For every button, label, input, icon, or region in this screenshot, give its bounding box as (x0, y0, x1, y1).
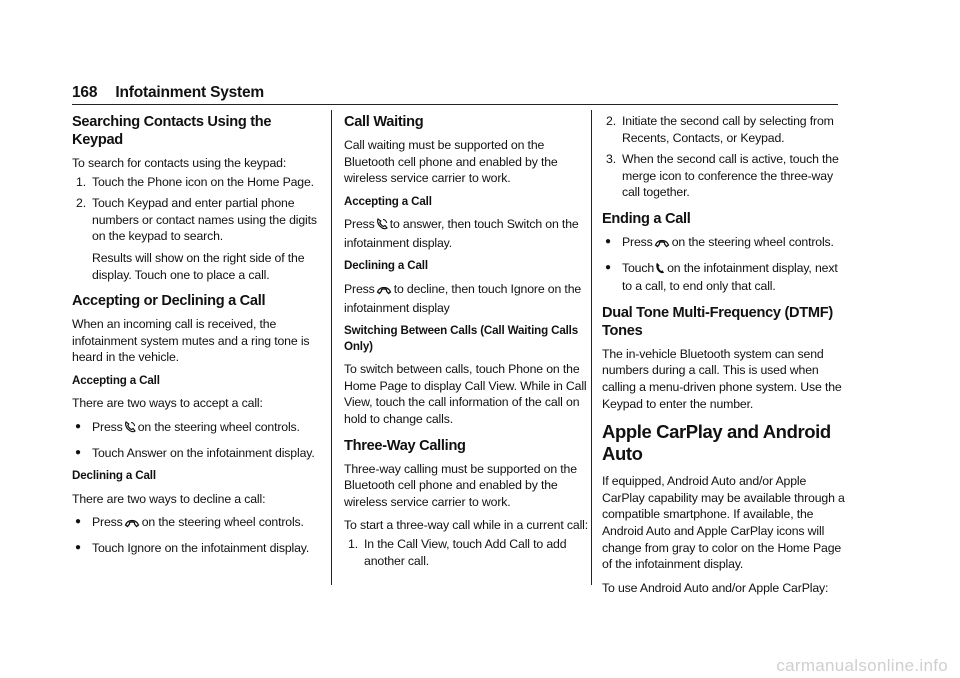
paragraph: There are two ways to accept a call: (72, 396, 263, 411)
list-item: ● Touch on the infotainment display, next to a call, to end only that call. (605, 260, 838, 294)
list-item: 1. Touch the Phone icon on the Home Page. (76, 174, 314, 189)
list-item: ● Press on the steering wheel controls. (72, 514, 320, 533)
subheading-declining: Declining a Call (344, 259, 428, 273)
numbered-list (602, 113, 850, 201)
list-item-text: In the Call View, touch Add Call to add another call. (364, 536, 567, 568)
list-item: 1. In the Call View, touch Add Call to add another call. (348, 536, 567, 568)
paragraph: There are two ways to decline a call: (72, 491, 266, 506)
paragraph: When an incoming call is received, the infotainment system mutes and a ring tone is heard in the vehicle. (72, 317, 310, 365)
paragraph: Three-way calling must be supported on the Bluetooth cell phone and enabled by the wireless service carrier to work. (344, 461, 577, 509)
list-item: ● Touch Ignore on the infotainment display. (75, 540, 310, 555)
subheading-accepting: Accepting a Call (72, 373, 160, 387)
heading-dtmf: Dual Tone Multi-Frequency (DTMF) Tones (602, 304, 833, 339)
page-number: 168 (72, 84, 98, 101)
bullet: ● (75, 516, 81, 528)
column-divider (331, 110, 332, 585)
phone-answer-icon (124, 421, 136, 438)
subheading-switching: Switching Between Calls (Call Waiting Calls Only) (344, 324, 579, 353)
column-3 (602, 113, 850, 603)
bullet: ● (605, 235, 611, 247)
list-item-text: Initiate the second call by selecting from Recents, Contacts, or Keypad. (622, 114, 834, 145)
phone-decline-icon (654, 236, 670, 253)
phone-decline-icon (124, 516, 140, 533)
list-item: 2. Touch Keypad and enter partial phone numbers or contact names using the digits on the keypad to search. (76, 196, 317, 244)
list-item-text: When the second call is active, touch the merge icon to conference the three-way call together. (622, 152, 839, 200)
list-item: ● Press on the steering wheel controls. (72, 419, 320, 438)
paragraph: To start a three-way call while in a current call: (344, 518, 589, 533)
bullet-list (72, 514, 320, 556)
heading-ending-call: Ending a Call (602, 210, 691, 227)
paragraph: To switch between calls, touch Phone on the Home Page to display Call View. While in Call View, touch the call information of the call on hold to change calls. (344, 362, 587, 426)
list-item: 3. When the second call is active, touch the merge icon to conference the three-way call together. (606, 152, 839, 200)
page-header (72, 84, 264, 102)
paragraph: The in-vehicle Bluetooth system can send numbers during a call. This is used when calling a menu-driven phone system. Use the Keypad to enter the number. (602, 346, 842, 411)
list-item: ● Touch Answer on the infotainment display. (75, 445, 315, 460)
phone-answer-icon (376, 218, 388, 235)
heading-carplay-android: Apple CarPlay and Android Auto (602, 421, 831, 465)
paragraph: If equipped, Android Auto and/or Apple CarPlay capability may be available through a compatible smartphone. If available, the Android Auto and Apple CarPlay icons will change from gray to color on the Home Page of the infotainment display. (602, 474, 845, 572)
heading-keypad-search: Searching Contacts Using the Keypad (72, 114, 272, 148)
watermark: carmanualsonline.info (776, 656, 948, 675)
paragraph: Press to answer, then touch Switch on the infotainment display. (344, 217, 579, 250)
list-item-text: Touch the Phone icon on the Home Page. (92, 174, 314, 189)
bullet-list (72, 419, 320, 461)
column-1 (72, 113, 320, 564)
paragraph: To use Android Auto and/or Apple CarPlay: (602, 580, 829, 595)
header-rule (72, 104, 838, 105)
list-item: 2. Initiate the second call by selecting from Recents, Contacts, or Keypad. (606, 114, 834, 145)
list-item: ● Press on the steering wheel controls. (602, 234, 850, 253)
paragraph: Press to decline, then touch Ignore on the infotainment display (344, 281, 582, 315)
note: Results will show on the right side of the display. Touch one to place a call. (92, 250, 305, 282)
phone-decline-icon (376, 283, 392, 300)
numbered-list (344, 536, 592, 569)
bullet: ● (605, 261, 611, 273)
paragraph: To search for contacts using the keypad: (72, 156, 287, 170)
list-item-text: Touch Keypad and enter partial phone numbers or contact names using the digits on the keypad to search. (92, 196, 317, 244)
bullet: ● (75, 446, 81, 458)
numbered-list (72, 174, 320, 245)
bullet-list (602, 234, 850, 295)
heading-accept-decline: Accepting or Declining a Call (72, 293, 266, 310)
handset-icon (655, 262, 665, 279)
subheading-accepting: Accepting a Call (344, 194, 432, 208)
column-2 (344, 113, 592, 574)
section-title: Infotainment System (115, 84, 265, 101)
subheading-declining: Declining a Call (72, 469, 156, 483)
bullet: ● (75, 541, 81, 553)
bullet: ● (75, 421, 81, 433)
paragraph: Call waiting must be supported on the Bluetooth cell phone and enabled by the wireless service carrier to work. (344, 138, 558, 186)
heading-three-way: Three-Way Calling (344, 437, 466, 454)
heading-call-waiting: Call Waiting (344, 114, 424, 130)
